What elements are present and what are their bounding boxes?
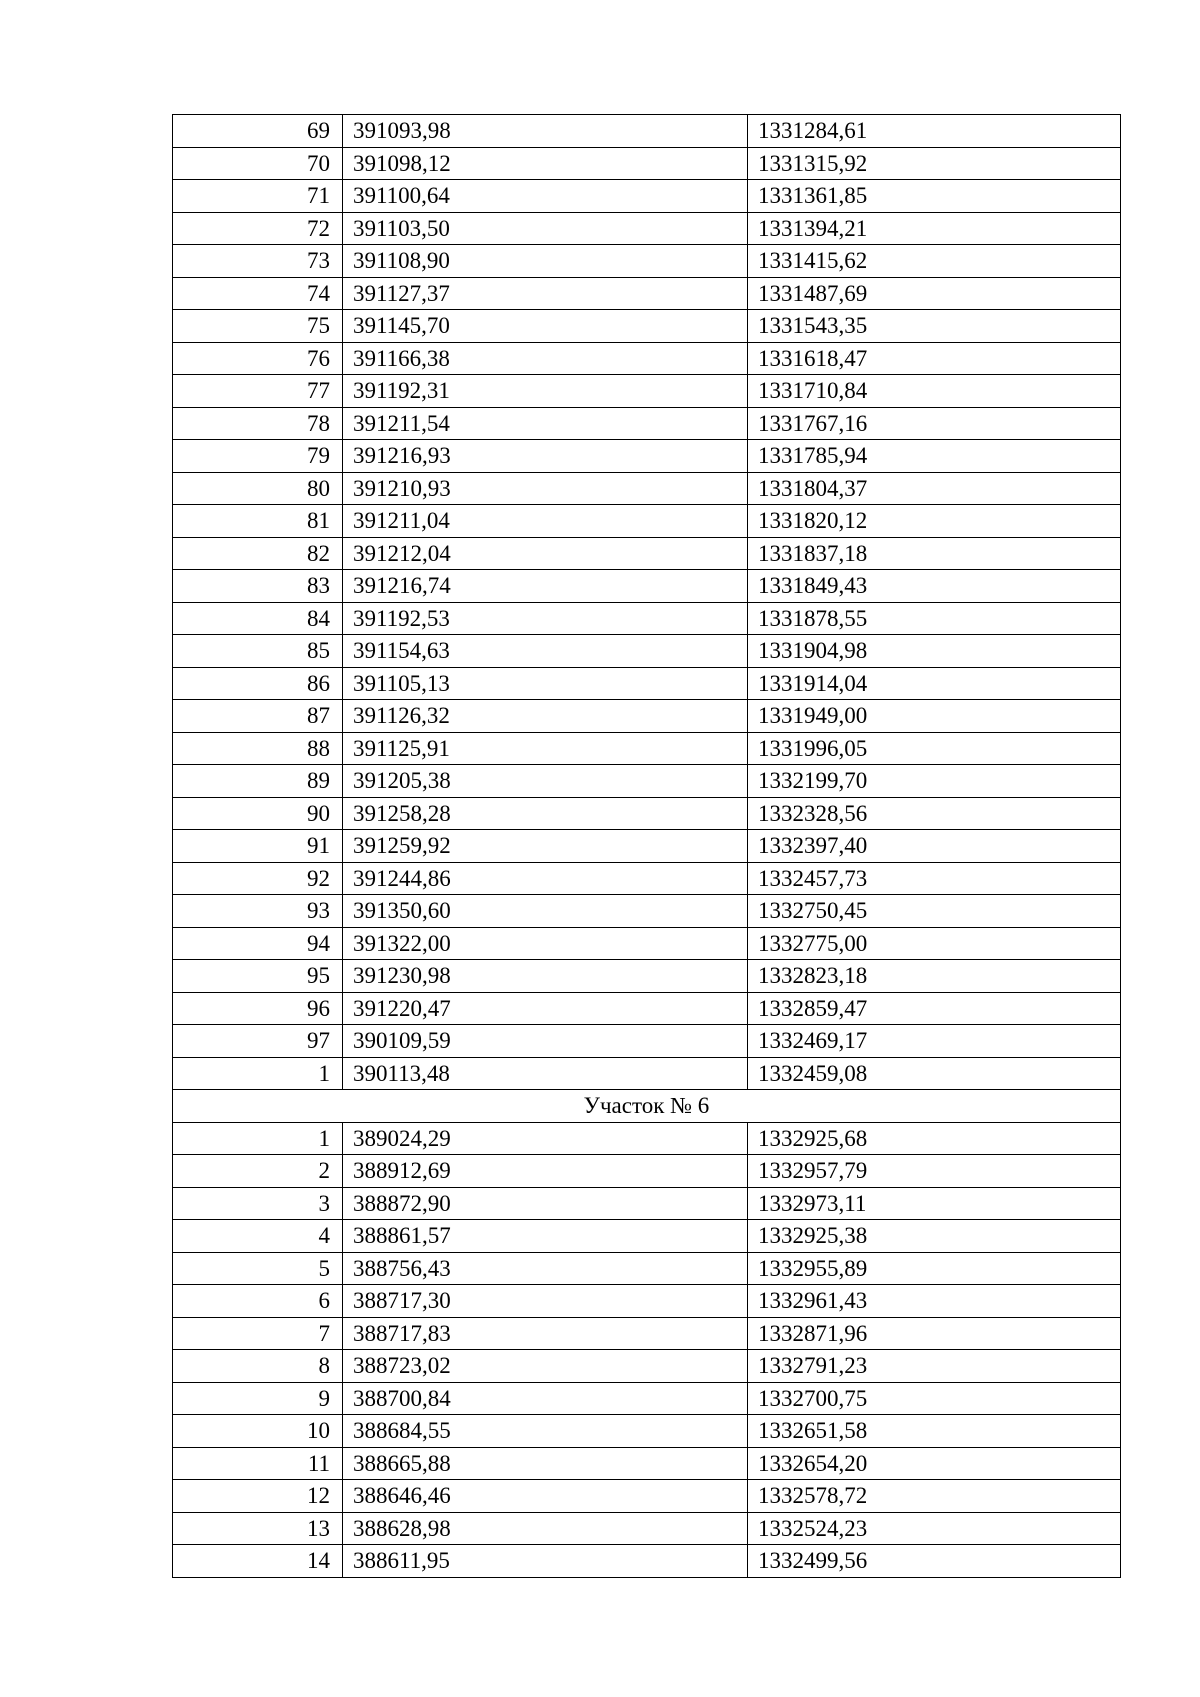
table-row [173, 1155, 1121, 1188]
table-row [173, 407, 1121, 440]
y-coordinate-cell: 1331315,92 [748, 147, 1121, 180]
y-coordinate-cell: 1331837,18 [748, 537, 1121, 570]
x-coordinate-cell: 391127,37 [343, 277, 748, 310]
y-coordinate-cell: 1332823,18 [748, 960, 1121, 993]
point-number-cell: 1 [173, 1057, 343, 1090]
y-coordinate-cell: 1332469,17 [748, 1025, 1121, 1058]
x-coordinate-cell: 388700,84 [343, 1382, 748, 1415]
point-number-cell: 94 [173, 927, 343, 960]
table-row [173, 1122, 1121, 1155]
point-number-cell: 76 [173, 342, 343, 375]
table-row [173, 245, 1121, 278]
x-coordinate-cell: 391098,12 [343, 147, 748, 180]
point-number-cell: 4 [173, 1220, 343, 1253]
point-number-cell: 13 [173, 1512, 343, 1545]
x-coordinate-cell: 391259,92 [343, 830, 748, 863]
y-coordinate-cell: 1332859,47 [748, 992, 1121, 1025]
x-coordinate-cell: 391216,93 [343, 440, 748, 473]
x-coordinate-cell: 388912,69 [343, 1155, 748, 1188]
x-coordinate-cell: 391103,50 [343, 212, 748, 245]
point-number-cell: 10 [173, 1415, 343, 1448]
y-coordinate-cell: 1331914,04 [748, 667, 1121, 700]
point-number-cell: 80 [173, 472, 343, 505]
y-coordinate-cell: 1331949,00 [748, 700, 1121, 733]
table-row [173, 862, 1121, 895]
x-coordinate-cell: 391192,31 [343, 375, 748, 408]
point-number-cell: 9 [173, 1382, 343, 1415]
table-row [173, 342, 1121, 375]
point-number-cell: 83 [173, 570, 343, 603]
point-number-cell: 74 [173, 277, 343, 310]
point-number-cell: 89 [173, 765, 343, 798]
table-row [173, 1317, 1121, 1350]
point-number-cell: 6 [173, 1285, 343, 1318]
y-coordinate-cell: 1331618,47 [748, 342, 1121, 375]
x-coordinate-cell: 390113,48 [343, 1057, 748, 1090]
section-heading-row [173, 1090, 1121, 1123]
table-row [173, 310, 1121, 343]
table-row [173, 1545, 1121, 1578]
x-coordinate-cell: 391126,32 [343, 700, 748, 733]
table-row [173, 570, 1121, 603]
x-coordinate-cell: 388723,02 [343, 1350, 748, 1383]
x-coordinate-cell: 391166,38 [343, 342, 748, 375]
point-number-cell: 69 [173, 115, 343, 148]
coordinates-table [172, 114, 1121, 1578]
point-number-cell: 82 [173, 537, 343, 570]
x-coordinate-cell: 388717,83 [343, 1317, 748, 1350]
table-row [173, 1447, 1121, 1480]
table-row [173, 1512, 1121, 1545]
table-row [173, 472, 1121, 505]
y-coordinate-cell: 1331284,61 [748, 115, 1121, 148]
x-coordinate-cell: 391145,70 [343, 310, 748, 343]
table-row [173, 212, 1121, 245]
point-number-cell: 92 [173, 862, 343, 895]
table-row [173, 1415, 1121, 1448]
x-coordinate-cell: 388684,55 [343, 1415, 748, 1448]
x-coordinate-cell: 391212,04 [343, 537, 748, 570]
point-number-cell: 87 [173, 700, 343, 733]
table-row [173, 277, 1121, 310]
y-coordinate-cell: 1331394,21 [748, 212, 1121, 245]
table-row [173, 1480, 1121, 1513]
point-number-cell: 91 [173, 830, 343, 863]
section-heading: Участок № 6 [173, 1090, 1121, 1123]
y-coordinate-cell: 1331543,35 [748, 310, 1121, 343]
y-coordinate-cell: 1332578,72 [748, 1480, 1121, 1513]
y-coordinate-cell: 1332925,68 [748, 1122, 1121, 1155]
table-row [173, 1220, 1121, 1253]
table-row [173, 635, 1121, 668]
x-coordinate-cell: 391211,04 [343, 505, 748, 538]
x-coordinate-cell: 388756,43 [343, 1252, 748, 1285]
y-coordinate-cell: 1332957,79 [748, 1155, 1121, 1188]
y-coordinate-cell: 1332651,58 [748, 1415, 1121, 1448]
y-coordinate-cell: 1332457,73 [748, 862, 1121, 895]
point-number-cell: 11 [173, 1447, 343, 1480]
point-number-cell: 97 [173, 1025, 343, 1058]
y-coordinate-cell: 1332925,38 [748, 1220, 1121, 1253]
y-coordinate-cell: 1332700,75 [748, 1382, 1121, 1415]
table-row [173, 180, 1121, 213]
table-row [173, 1382, 1121, 1415]
point-number-cell: 1 [173, 1122, 343, 1155]
point-number-cell: 79 [173, 440, 343, 473]
point-number-cell: 71 [173, 180, 343, 213]
point-number-cell: 77 [173, 375, 343, 408]
x-coordinate-cell: 391230,98 [343, 960, 748, 993]
x-coordinate-cell: 388665,88 [343, 1447, 748, 1480]
x-coordinate-cell: 391258,28 [343, 797, 748, 830]
x-coordinate-cell: 391205,38 [343, 765, 748, 798]
table-row [173, 505, 1121, 538]
point-number-cell: 2 [173, 1155, 343, 1188]
point-number-cell: 84 [173, 602, 343, 635]
table-row [173, 927, 1121, 960]
x-coordinate-cell: 388646,46 [343, 1480, 748, 1513]
table-row [173, 700, 1121, 733]
y-coordinate-cell: 1332199,70 [748, 765, 1121, 798]
point-number-cell: 75 [173, 310, 343, 343]
table-row [173, 830, 1121, 863]
table-row [173, 765, 1121, 798]
y-coordinate-cell: 1332961,43 [748, 1285, 1121, 1318]
x-coordinate-cell: 391216,74 [343, 570, 748, 603]
y-coordinate-cell: 1331996,05 [748, 732, 1121, 765]
point-number-cell: 5 [173, 1252, 343, 1285]
x-coordinate-cell: 391192,53 [343, 602, 748, 635]
x-coordinate-cell: 391244,86 [343, 862, 748, 895]
x-coordinate-cell: 389024,29 [343, 1122, 748, 1155]
y-coordinate-cell: 1331804,37 [748, 472, 1121, 505]
table-row [173, 375, 1121, 408]
coordinates-table-body [173, 115, 1121, 1578]
point-number-cell: 72 [173, 212, 343, 245]
table-row [173, 1187, 1121, 1220]
table-row [173, 440, 1121, 473]
x-coordinate-cell: 388628,98 [343, 1512, 748, 1545]
y-coordinate-cell: 1331767,16 [748, 407, 1121, 440]
point-number-cell: 96 [173, 992, 343, 1025]
y-coordinate-cell: 1331904,98 [748, 635, 1121, 668]
x-coordinate-cell: 391125,91 [343, 732, 748, 765]
table-row [173, 602, 1121, 635]
y-coordinate-cell: 1332791,23 [748, 1350, 1121, 1383]
table-row [173, 1285, 1121, 1318]
x-coordinate-cell: 388861,57 [343, 1220, 748, 1253]
y-coordinate-cell: 1331710,84 [748, 375, 1121, 408]
point-number-cell: 90 [173, 797, 343, 830]
x-coordinate-cell: 391220,47 [343, 992, 748, 1025]
x-coordinate-cell: 388717,30 [343, 1285, 748, 1318]
y-coordinate-cell: 1331361,85 [748, 180, 1121, 213]
point-number-cell: 7 [173, 1317, 343, 1350]
point-number-cell: 12 [173, 1480, 343, 1513]
y-coordinate-cell: 1332775,00 [748, 927, 1121, 960]
table-row [173, 115, 1121, 148]
y-coordinate-cell: 1332524,23 [748, 1512, 1121, 1545]
point-number-cell: 70 [173, 147, 343, 180]
table-row [173, 1057, 1121, 1090]
point-number-cell: 78 [173, 407, 343, 440]
table-row [173, 1252, 1121, 1285]
y-coordinate-cell: 1332397,40 [748, 830, 1121, 863]
x-coordinate-cell: 391093,98 [343, 115, 748, 148]
point-number-cell: 3 [173, 1187, 343, 1220]
y-coordinate-cell: 1332328,56 [748, 797, 1121, 830]
table-row [173, 1025, 1121, 1058]
table-row [173, 960, 1121, 993]
y-coordinate-cell: 1331415,62 [748, 245, 1121, 278]
x-coordinate-cell: 391322,00 [343, 927, 748, 960]
x-coordinate-cell: 388611,95 [343, 1545, 748, 1578]
x-coordinate-cell: 391210,93 [343, 472, 748, 505]
table-row [173, 667, 1121, 700]
x-coordinate-cell: 391154,63 [343, 635, 748, 668]
point-number-cell: 86 [173, 667, 343, 700]
point-number-cell: 81 [173, 505, 343, 538]
y-coordinate-cell: 1332955,89 [748, 1252, 1121, 1285]
y-coordinate-cell: 1331820,12 [748, 505, 1121, 538]
y-coordinate-cell: 1331878,55 [748, 602, 1121, 635]
point-number-cell: 93 [173, 895, 343, 928]
x-coordinate-cell: 391100,64 [343, 180, 748, 213]
table-row [173, 1350, 1121, 1383]
table-row [173, 797, 1121, 830]
x-coordinate-cell: 391350,60 [343, 895, 748, 928]
table-row [173, 895, 1121, 928]
table-row [173, 147, 1121, 180]
point-number-cell: 88 [173, 732, 343, 765]
x-coordinate-cell: 391105,13 [343, 667, 748, 700]
point-number-cell: 73 [173, 245, 343, 278]
x-coordinate-cell: 390109,59 [343, 1025, 748, 1058]
point-number-cell: 95 [173, 960, 343, 993]
y-coordinate-cell: 1332459,08 [748, 1057, 1121, 1090]
point-number-cell: 85 [173, 635, 343, 668]
x-coordinate-cell: 391211,54 [343, 407, 748, 440]
y-coordinate-cell: 1332871,96 [748, 1317, 1121, 1350]
y-coordinate-cell: 1331785,94 [748, 440, 1121, 473]
x-coordinate-cell: 388872,90 [343, 1187, 748, 1220]
y-coordinate-cell: 1331849,43 [748, 570, 1121, 603]
y-coordinate-cell: 1332973,11 [748, 1187, 1121, 1220]
point-number-cell: 8 [173, 1350, 343, 1383]
x-coordinate-cell: 391108,90 [343, 245, 748, 278]
table-row [173, 537, 1121, 570]
table-row [173, 992, 1121, 1025]
y-coordinate-cell: 1332499,56 [748, 1545, 1121, 1578]
y-coordinate-cell: 1332750,45 [748, 895, 1121, 928]
y-coordinate-cell: 1332654,20 [748, 1447, 1121, 1480]
table-row [173, 732, 1121, 765]
point-number-cell: 14 [173, 1545, 343, 1578]
y-coordinate-cell: 1331487,69 [748, 277, 1121, 310]
